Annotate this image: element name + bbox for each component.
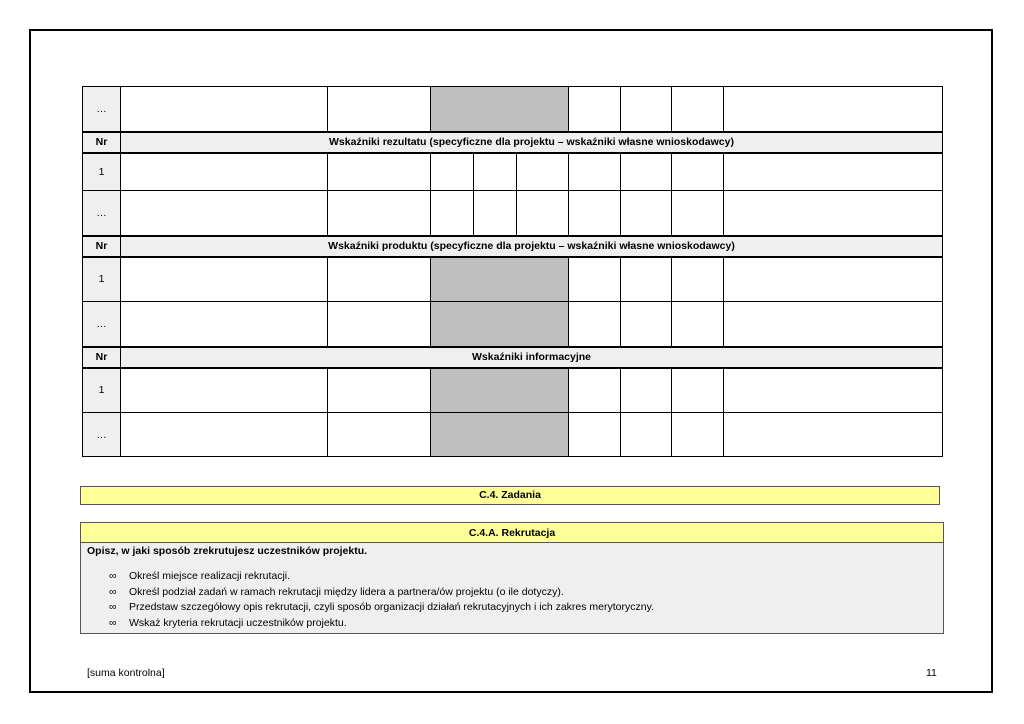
indicators-table xyxy=(82,86,943,457)
row-number: … xyxy=(83,413,121,457)
nr-header: Nr xyxy=(83,236,121,257)
recruitment-instructions xyxy=(80,543,944,634)
input-cell[interactable] xyxy=(431,191,474,236)
input-cell[interactable] xyxy=(328,257,431,302)
disabled-cell xyxy=(431,87,569,132)
bullet-icon: ∞ xyxy=(109,585,117,598)
input-cell[interactable] xyxy=(569,257,621,302)
disabled-cell xyxy=(431,413,569,457)
nr-header: Nr xyxy=(83,132,121,153)
input-cell[interactable] xyxy=(672,413,724,457)
input-cell[interactable] xyxy=(121,368,328,413)
input-cell[interactable] xyxy=(724,191,943,236)
input-cell[interactable] xyxy=(121,302,328,347)
list-item-text: Wskaż kryteria rekrutacji uczestników projektu. xyxy=(129,616,347,629)
input-cell[interactable] xyxy=(724,87,943,132)
table-row xyxy=(83,413,943,457)
instruction-list xyxy=(109,569,654,631)
input-cell[interactable] xyxy=(672,87,724,132)
input-cell[interactable] xyxy=(724,368,943,413)
input-cell[interactable] xyxy=(724,153,943,191)
row-number: 1 xyxy=(83,257,121,302)
input-cell[interactable] xyxy=(121,191,328,236)
input-cell[interactable] xyxy=(672,368,724,413)
list-item xyxy=(109,569,654,585)
input-cell[interactable] xyxy=(672,191,724,236)
input-cell[interactable] xyxy=(474,191,517,236)
section-title-info: Wskaźniki informacyjne xyxy=(121,347,943,368)
nr-header: Nr xyxy=(83,347,121,368)
input-cell[interactable] xyxy=(569,191,621,236)
row-number: … xyxy=(83,87,121,132)
input-cell[interactable] xyxy=(431,153,474,191)
input-cell[interactable] xyxy=(621,302,672,347)
disabled-cell xyxy=(431,257,569,302)
input-cell[interactable] xyxy=(474,153,517,191)
section-header-row xyxy=(83,236,943,257)
input-cell[interactable] xyxy=(724,413,943,457)
input-cell[interactable] xyxy=(328,87,431,132)
input-cell[interactable] xyxy=(121,153,328,191)
input-cell[interactable] xyxy=(569,153,621,191)
row-number: … xyxy=(83,302,121,347)
page-number: 11 xyxy=(926,667,937,679)
row-number: 1 xyxy=(83,153,121,191)
footer-checksum: [suma kontrolna] xyxy=(87,667,165,679)
input-cell[interactable] xyxy=(569,302,621,347)
bullet-icon: ∞ xyxy=(109,616,117,629)
list-item-text: Określ miejsce realizacji rekrutacji. xyxy=(129,570,291,582)
input-cell[interactable] xyxy=(621,257,672,302)
input-cell[interactable] xyxy=(724,302,943,347)
input-cell[interactable] xyxy=(328,368,431,413)
disabled-cell xyxy=(431,302,569,347)
input-cell[interactable] xyxy=(328,413,431,457)
instruction-question: Opisz, w jaki sposób zrekrutujesz uczestników projektu. xyxy=(87,545,368,557)
input-cell[interactable] xyxy=(724,257,943,302)
bullet-icon: ∞ xyxy=(109,570,117,582)
section-header-row xyxy=(83,347,943,368)
table-row xyxy=(83,302,943,347)
input-cell[interactable] xyxy=(121,87,328,132)
list-item-text: Przedstaw szczegółowy opis rekrutacji, czyli sposób organizacji działań rekrutacyjnych i ich zakres merytoryczny. xyxy=(129,601,654,613)
input-cell[interactable] xyxy=(621,153,672,191)
input-cell[interactable] xyxy=(621,191,672,236)
section-c4-title: C.4. Zadania xyxy=(80,486,940,505)
list-item xyxy=(109,585,654,601)
input-cell[interactable] xyxy=(672,153,724,191)
row-number: … xyxy=(83,191,121,236)
input-cell[interactable] xyxy=(569,413,621,457)
disabled-cell xyxy=(431,368,569,413)
input-cell[interactable] xyxy=(569,87,621,132)
table-row xyxy=(83,87,943,132)
input-cell[interactable] xyxy=(672,302,724,347)
list-item-text: Określ podział zadań w ramach rekrutacji między lidera a partnera/ów projektu (o ile dotyczy). xyxy=(129,585,564,598)
input-cell[interactable] xyxy=(121,413,328,457)
input-cell[interactable] xyxy=(517,153,569,191)
input-cell[interactable] xyxy=(621,368,672,413)
input-cell[interactable] xyxy=(517,191,569,236)
input-cell[interactable] xyxy=(121,257,328,302)
section-c4a-title: C.4.A. Rekrutacja xyxy=(80,522,944,543)
input-cell[interactable] xyxy=(328,153,431,191)
section-header-row xyxy=(83,132,943,153)
table-row xyxy=(83,368,943,413)
bullet-icon: ∞ xyxy=(109,601,117,613)
list-item xyxy=(109,600,654,616)
input-cell[interactable] xyxy=(621,87,672,132)
list-item xyxy=(109,616,654,632)
table-row xyxy=(83,191,943,236)
input-cell[interactable] xyxy=(328,302,431,347)
input-cell[interactable] xyxy=(328,191,431,236)
table-row xyxy=(83,257,943,302)
input-cell[interactable] xyxy=(569,368,621,413)
row-number: 1 xyxy=(83,368,121,413)
section-title-product: Wskaźniki produktu (specyficzne dla projektu – wskaźniki własne wnioskodawcy) xyxy=(121,236,943,257)
section-title-result: Wskaźniki rezultatu (specyficzne dla projektu – wskaźniki własne wnioskodawcy) xyxy=(121,132,943,153)
input-cell[interactable] xyxy=(672,257,724,302)
table-row xyxy=(83,153,943,191)
input-cell[interactable] xyxy=(621,413,672,457)
